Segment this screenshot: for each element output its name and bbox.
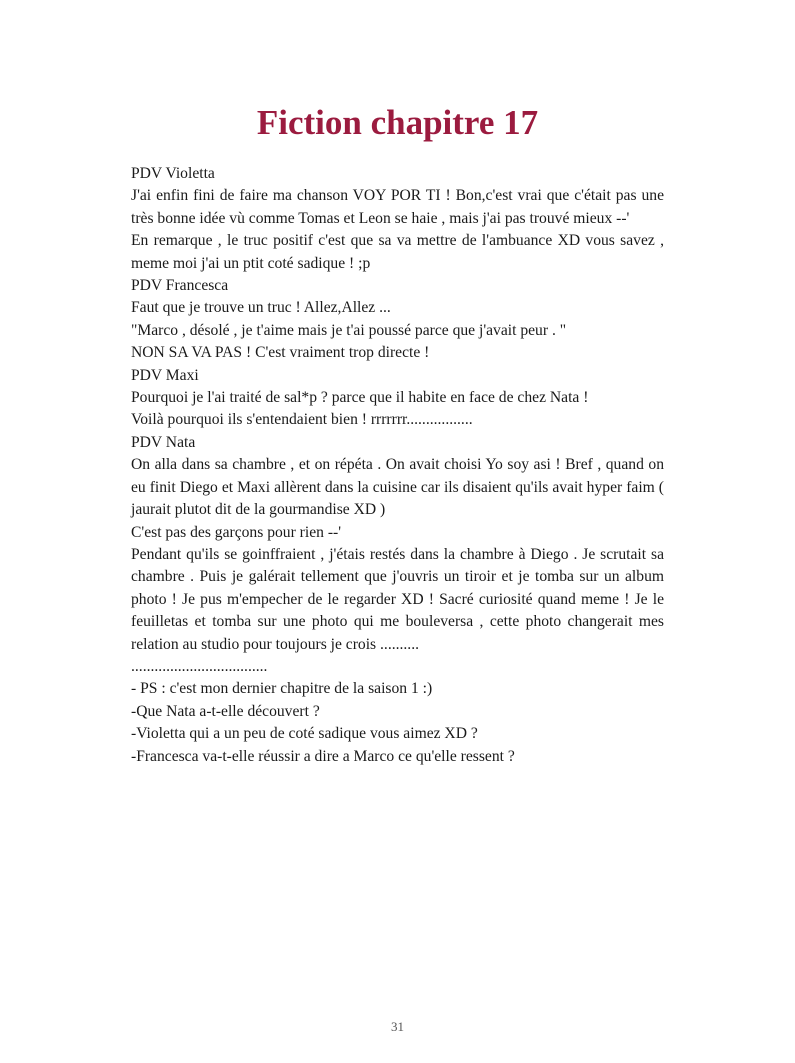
section-heading-francesca: PDV Francesca bbox=[131, 277, 229, 295]
question-line: -Violetta qui a un peu de coté sadique vous aimez XD ? bbox=[131, 725, 478, 743]
paragraph: Pendant qu'ils se goinffraient , j'étais restés dans la chambre à Diego . Je scrutait sa chambre . Puis je galérait tellement que j'ouvris un tiroir et je tomba sur un album photo ! Je pus m'empecher de le regarder XD ! Sacré curiosité quand meme ! Je le feuilletas et tomba sur une photo qui me bouleversa , cette photo changerait mes relation au studio pour toujours je crois .......... bbox=[131, 545, 664, 653]
paragraph: "Marco , désolé , je t'aime mais je t'ai poussé parce que j'avait peur . " bbox=[131, 321, 567, 339]
question-line: -Francesca va-t-elle réussir a dire a Marco ce qu'elle ressent ? bbox=[131, 747, 515, 765]
paragraph: C'est pas des garçons pour rien --' bbox=[131, 523, 342, 541]
paragraph: En remarque , le truc positif c'est que sa va mettre de l'ambuance XD vous savez , meme moi j'ai un ptit coté sadique ! ;p bbox=[131, 232, 664, 272]
paragraph: NON SA VA PAS ! C'est vraiment trop directe ! bbox=[131, 344, 430, 362]
dotted-separator: ................................... bbox=[131, 657, 268, 675]
section-heading-nata: PDV Nata bbox=[131, 433, 196, 451]
section-heading-maxi: PDV Maxi bbox=[131, 366, 199, 384]
section-heading-violetta: PDV Violetta bbox=[131, 165, 215, 182]
paragraph: Voilà pourquoi ils s'entendaient bien ! rrrrrrr................. bbox=[131, 411, 473, 429]
page-number: 31 bbox=[391, 1019, 404, 1034]
question-line: -Que Nata a-t-elle découvert ? bbox=[131, 702, 320, 720]
story-body bbox=[131, 163, 664, 768]
paragraph: On alla dans sa chambre , et on répéta . On avait choisi Yo soy asi ! Bref , quand on eu finit Diego et Maxi allèrent dans la cuisine car ils disaient qu'ils avait hyper faim ( jaurait plutot dit de la gourmandise XD ) bbox=[131, 456, 664, 519]
postscript-line: - PS : c'est mon dernier chapitre de la saison 1 :) bbox=[131, 680, 433, 698]
paragraph: Faut que je trouve un truc ! Allez,Allez ... bbox=[131, 299, 391, 317]
page-title: Fiction chapitre 17 bbox=[256, 103, 539, 142]
paragraph: J'ai enfin fini de faire ma chanson VOY POR TI ! Bon,c'est vrai que c'était pas une très bonne idée vù comme Tomas et Leon se haie , mais j'ai pas trouvé mieux --' bbox=[131, 187, 664, 227]
paragraph: Pourquoi je l'ai traité de sal*p ? parce que il habite en face de chez Nata ! bbox=[131, 389, 589, 407]
